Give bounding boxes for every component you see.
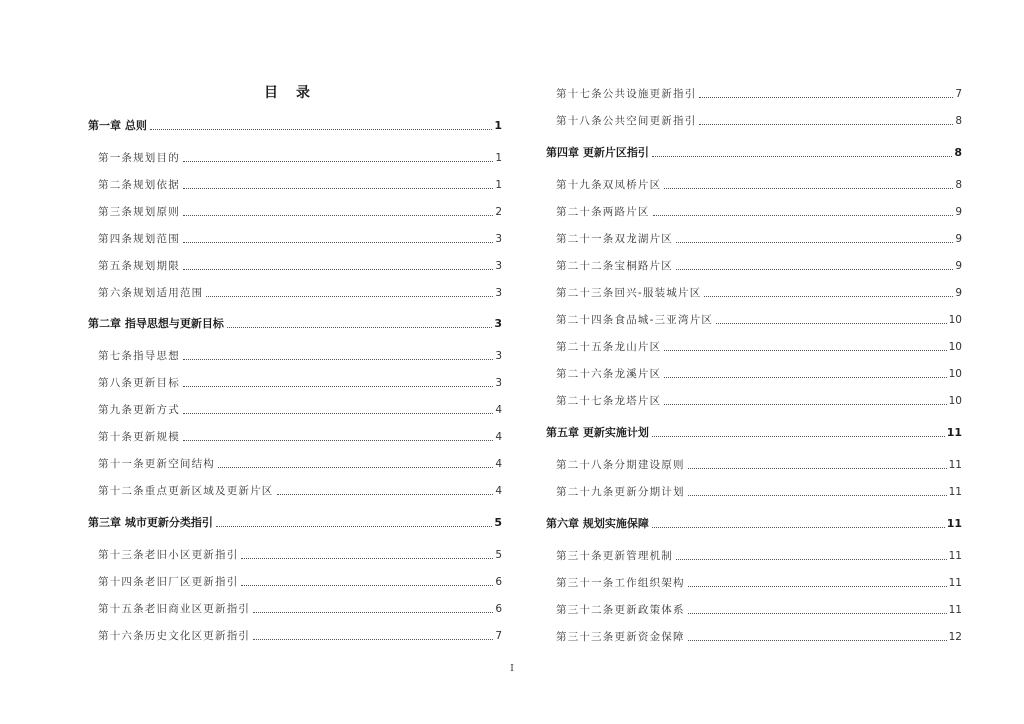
toc-entry-page: 11 <box>948 486 962 498</box>
toc-entry-label: 第二十八条分期建设原则 <box>556 459 685 471</box>
toc-entry-label: 第二十五条龙山片区 <box>556 341 662 353</box>
toc-entry-label: 第一条规划目的 <box>98 152 180 164</box>
toc-dot-leader <box>664 188 953 189</box>
toc-dot-leader <box>227 327 493 328</box>
toc-section-entry[interactable] <box>556 202 962 218</box>
toc-section-entry[interactable] <box>98 400 502 416</box>
toc-entry-page: 8 <box>954 146 962 159</box>
toc-section-entry[interactable] <box>556 256 962 272</box>
toc-entry-label: 第十三条老旧小区更新指引 <box>98 549 239 561</box>
toc-entry-label: 第三十二条更新政策体系 <box>556 604 685 616</box>
toc-entry-page: 9 <box>955 287 962 299</box>
toc-dot-leader <box>704 296 953 297</box>
toc-section-entry[interactable] <box>98 256 502 272</box>
toc-dot-leader <box>183 161 493 162</box>
toc-dot-leader <box>676 559 947 560</box>
toc-entry-page: 3 <box>495 350 502 362</box>
toc-dot-leader <box>150 129 493 130</box>
toc-entry-label: 第八条更新目标 <box>98 377 180 389</box>
toc-section-entry[interactable] <box>556 283 962 299</box>
toc-dot-leader <box>183 413 493 414</box>
toc-entry-label: 第七条指导思想 <box>98 350 180 362</box>
toc-entry-page: 7 <box>955 88 962 100</box>
toc-section-entry[interactable] <box>556 337 962 353</box>
toc-entry-page: 3 <box>495 287 502 299</box>
toc-entry-label: 第四条规划范围 <box>98 233 180 245</box>
toc-entry-page: 7 <box>495 630 502 642</box>
toc-dot-leader <box>716 323 947 324</box>
toc-entry-label: 第十二条重点更新区域及更新片区 <box>98 485 274 497</box>
toc-dot-leader <box>688 613 947 614</box>
toc-entry-label: 第二十七条龙塔片区 <box>556 395 662 407</box>
toc-entry-label: 第三十三条更新资金保障 <box>556 631 685 643</box>
toc-entry-page: 4 <box>495 458 502 470</box>
toc-section-entry[interactable] <box>556 482 962 498</box>
toc-section-entry[interactable] <box>556 310 962 326</box>
toc-section-entry[interactable] <box>98 346 502 362</box>
toc-entry-label: 第四章 更新片区指引 <box>546 146 649 159</box>
toc-chapter-entry[interactable] <box>546 423 962 439</box>
toc-entry-page: 9 <box>955 233 962 245</box>
toc-chapter-entry[interactable] <box>546 143 962 159</box>
toc-dot-leader <box>206 296 493 297</box>
toc-section-entry[interactable] <box>556 455 962 471</box>
toc-section-entry[interactable] <box>98 229 502 245</box>
toc-entry-page: 1 <box>495 152 502 164</box>
toc-entry-page: 3 <box>495 377 502 389</box>
toc-dot-leader <box>253 639 493 640</box>
toc-dot-leader <box>688 640 947 641</box>
toc-section-entry[interactable] <box>556 546 962 562</box>
toc-chapter-entry[interactable] <box>88 116 502 132</box>
toc-entry-page: 10 <box>948 314 962 326</box>
toc-section-entry[interactable] <box>556 573 962 589</box>
toc-dot-leader <box>699 124 953 125</box>
toc-entry-page: 11 <box>948 604 962 616</box>
toc-entry-label: 第十条更新规模 <box>98 431 180 443</box>
toc-entry-label: 第十八条公共空间更新指引 <box>556 115 697 127</box>
toc-entry-label: 第十七条公共设施更新指引 <box>556 88 697 100</box>
toc-entry-label: 第六条规划适用范围 <box>98 287 204 299</box>
toc-entry-page: 10 <box>948 341 962 353</box>
toc-section-entry[interactable] <box>98 373 502 389</box>
toc-entry-label: 第六章 规划实施保障 <box>546 517 649 530</box>
toc-entry-page: 2 <box>495 206 502 218</box>
toc-section-entry[interactable] <box>98 454 502 470</box>
toc-section-entry[interactable] <box>98 202 502 218</box>
toc-entry-page: 9 <box>955 206 962 218</box>
toc-dot-leader <box>653 215 954 216</box>
toc-dot-leader <box>652 156 953 157</box>
toc-entry-label: 第一章 总则 <box>88 119 147 132</box>
toc-entry-label: 第二十四条食品城-三亚湾片区 <box>556 314 714 326</box>
toc-dot-leader <box>183 386 493 387</box>
toc-entry-label: 第十九条双凤桥片区 <box>556 179 662 191</box>
toc-section-entry[interactable] <box>98 427 502 443</box>
toc-entry-page: 1 <box>494 119 502 132</box>
toc-entry-label: 第五章 更新实施计划 <box>546 426 649 439</box>
toc-entry-page: 8 <box>955 179 962 191</box>
toc-dot-leader <box>277 494 494 495</box>
toc-section-entry[interactable] <box>556 627 962 643</box>
toc-entry-page: 5 <box>494 516 502 529</box>
toc-chapter-entry[interactable] <box>88 513 502 529</box>
toc-entry-page: 11 <box>946 426 962 439</box>
toc-entry-page: 10 <box>948 395 962 407</box>
toc-entry-page: 6 <box>495 603 502 615</box>
toc-dot-leader <box>183 242 493 243</box>
toc-entry-page: 4 <box>495 485 502 497</box>
toc-entry-label: 第五条规划期限 <box>98 260 180 272</box>
toc-dot-leader <box>676 242 953 243</box>
toc-entry-page: 12 <box>948 631 962 643</box>
toc-dot-leader <box>183 188 493 189</box>
toc-section-entry[interactable] <box>98 175 502 191</box>
toc-entry-label: 第二十一条双龙湖片区 <box>556 233 673 245</box>
toc-entry-label: 第二十条两路片区 <box>556 206 650 218</box>
toc-entry-label: 第十五条老旧商业区更新指引 <box>98 603 251 615</box>
toc-entry-page: 11 <box>948 459 962 471</box>
toc-entry-label: 第二十九条更新分期计划 <box>556 486 685 498</box>
toc-entry-page: 8 <box>955 115 962 127</box>
toc-section-entry[interactable] <box>556 111 962 127</box>
toc-dot-leader <box>652 436 945 437</box>
toc-entry-page: 11 <box>948 577 962 589</box>
toc-dot-leader <box>676 269 953 270</box>
toc-entry-label: 第二条规划依据 <box>98 179 180 191</box>
toc-entry-page: 9 <box>955 260 962 272</box>
toc-entry-label: 第九条更新方式 <box>98 404 180 416</box>
toc-entry-label: 第二十六条龙溪片区 <box>556 368 662 380</box>
toc-entry-page: 6 <box>495 576 502 588</box>
toc-section-entry[interactable] <box>556 600 962 616</box>
toc-section-entry[interactable] <box>98 283 502 299</box>
toc-entry-page: 3 <box>494 317 502 330</box>
toc-dot-leader <box>183 359 493 360</box>
toc-entry-page: 4 <box>495 431 502 443</box>
toc-entry-page: 1 <box>495 179 502 191</box>
toc-section-entry[interactable] <box>556 364 962 380</box>
toc-section-entry[interactable] <box>98 545 502 561</box>
toc-entry-label: 第十一条更新空间结构 <box>98 458 215 470</box>
toc-chapter-entry[interactable] <box>88 314 502 330</box>
toc-entry-label: 第三十一条工作组织架构 <box>556 577 685 589</box>
toc-chapter-entry[interactable] <box>546 514 962 530</box>
toc-dot-leader <box>688 586 947 587</box>
toc-dot-leader <box>664 377 946 378</box>
toc-entry-label: 第二十三条回兴-服装城片区 <box>556 287 702 299</box>
toc-section-entry[interactable] <box>98 626 502 642</box>
toc-entry-label: 第十六条历史文化区更新指引 <box>98 630 251 642</box>
toc-section-entry[interactable] <box>98 481 502 497</box>
toc-dot-leader <box>688 495 947 496</box>
toc-section-entry[interactable] <box>556 229 962 245</box>
toc-entry-label: 第三十条更新管理机制 <box>556 550 673 562</box>
toc-entry-page: 10 <box>948 368 962 380</box>
toc-title: 目录 <box>264 85 328 101</box>
toc-dot-leader <box>652 527 945 528</box>
toc-entry-page: 11 <box>946 517 962 530</box>
toc-dot-leader <box>216 526 493 527</box>
toc-dot-leader <box>241 558 493 559</box>
toc-dot-leader <box>664 350 946 351</box>
toc-section-entry[interactable] <box>98 572 502 588</box>
toc-section-entry[interactable] <box>98 599 502 615</box>
toc-dot-leader <box>218 467 493 468</box>
toc-entry-label: 第二章 指导思想与更新目标 <box>88 317 224 330</box>
toc-entry-page: 11 <box>948 550 962 562</box>
toc-dot-leader <box>699 97 953 98</box>
page-number: I <box>510 664 514 674</box>
toc-section-entry[interactable] <box>556 84 962 100</box>
toc-entry-label: 第十四条老旧厂区更新指引 <box>98 576 239 588</box>
toc-dot-leader <box>183 269 493 270</box>
toc-entry-page: 5 <box>495 549 502 561</box>
toc-entry-page: 3 <box>495 233 502 245</box>
toc-entry-label: 第二十二条宝桐路片区 <box>556 260 673 272</box>
toc-section-entry[interactable] <box>98 148 502 164</box>
toc-dot-leader <box>688 468 947 469</box>
toc-entry-page: 4 <box>495 404 502 416</box>
toc-dot-leader <box>241 585 493 586</box>
toc-dot-leader <box>183 215 493 216</box>
toc-entry-label: 第三章 城市更新分类指引 <box>88 516 213 529</box>
toc-section-entry[interactable] <box>556 175 962 191</box>
toc-dot-leader <box>183 440 493 441</box>
toc-dot-leader <box>664 404 946 405</box>
toc-dot-leader <box>253 612 493 613</box>
toc-section-entry[interactable] <box>556 391 962 407</box>
toc-entry-page: 3 <box>495 260 502 272</box>
toc-entry-label: 第三条规划原则 <box>98 206 180 218</box>
